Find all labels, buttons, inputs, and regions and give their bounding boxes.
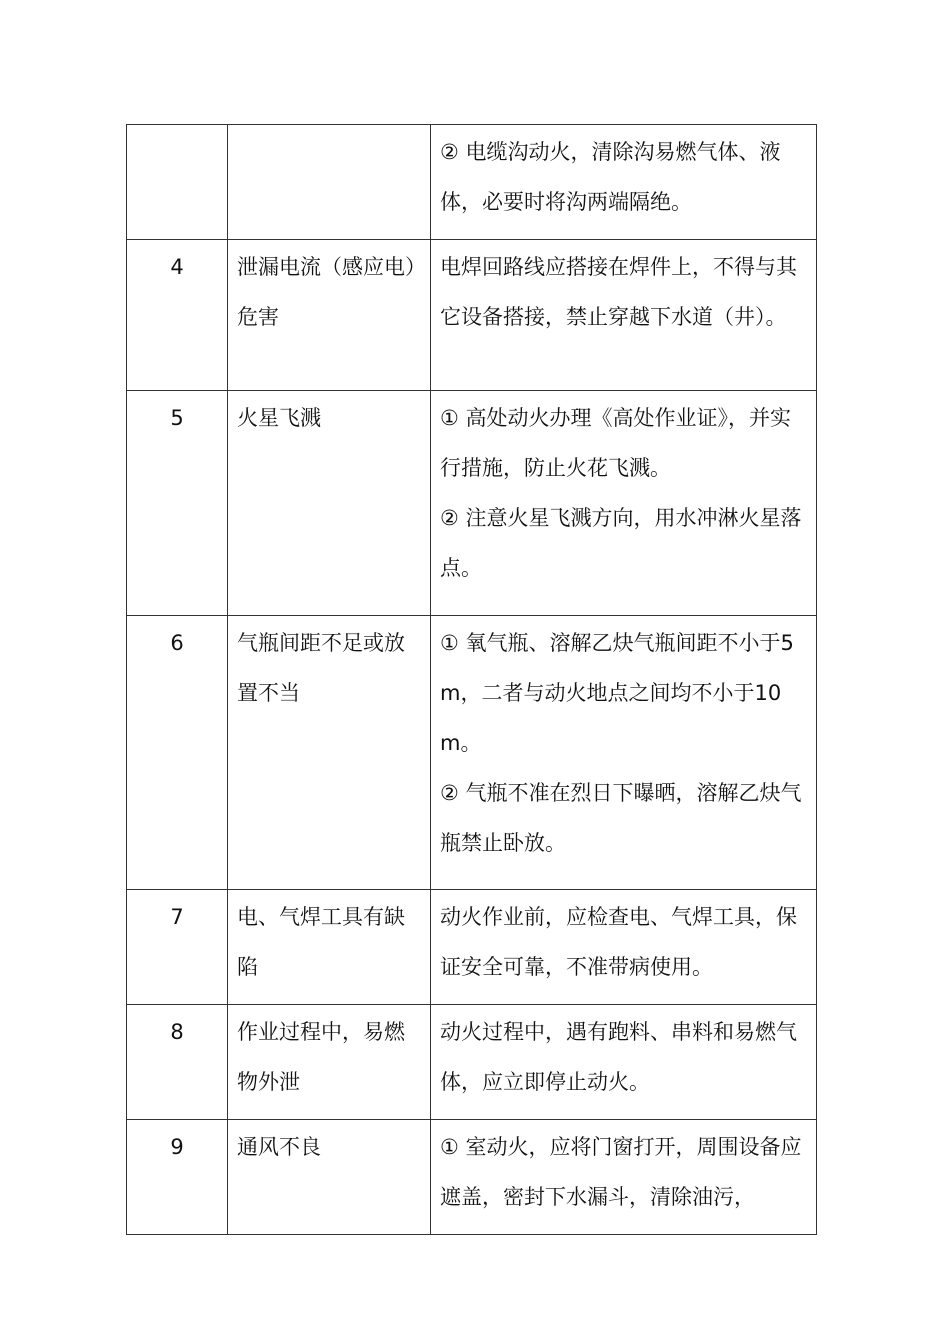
hazard-cell: 作业过程中，易燃物外泄 — [228, 1005, 431, 1120]
measure-text: ② 气瓶不准在烈日下曝晒，溶解乙炔气瓶禁止卧放。 — [440, 781, 802, 855]
table-row — [127, 616, 817, 890]
measures-cell — [431, 1120, 817, 1235]
measures-cell — [431, 890, 817, 1005]
row-number: 9 — [127, 1120, 228, 1235]
table-row — [127, 890, 817, 1005]
hazard-cell: 气瓶间距不足或放置不当 — [228, 616, 431, 890]
table-row — [127, 1120, 817, 1235]
measure-text: ① 氧气瓶、溶解乙炔气瓶间距不小于5m，二者与动火地点之间均不小于10m。 — [440, 631, 794, 755]
measure-text: ① 高处动火办理《高处作业证》，并实行措施，防止火花飞溅。 — [440, 406, 791, 480]
measures-cell — [431, 391, 817, 616]
row-number: 7 — [127, 890, 228, 1005]
measure-text: 电焊回路线应搭接在焊件上，不得与其它设备搭接，禁止穿越下水道（井）。 — [440, 255, 797, 329]
measure-text: ② 注意火星飞溅方向，用水冲淋火星落点。 — [440, 506, 802, 580]
measure-text: 动火作业前，应检查电、气焊工具，保证安全可靠，不准带病使用。 — [440, 905, 797, 979]
measures-cell — [431, 240, 817, 391]
row-number — [127, 125, 228, 240]
hazard-cell: 通风不良 — [228, 1120, 431, 1235]
measures-cell — [431, 1005, 817, 1120]
table-row — [127, 1005, 817, 1120]
row-number: 4 — [127, 240, 228, 391]
hazard-cell: 火星飞溅 — [228, 391, 431, 616]
table-row — [127, 240, 817, 391]
hazard-cell: 泄漏电流（感应电）危害 — [228, 240, 431, 391]
measures-cell — [431, 125, 817, 240]
measure-text: ② 电缆沟动火，清除沟易燃气体、液体，必要时将沟两端隔绝。 — [440, 140, 781, 214]
row-number: 5 — [127, 391, 228, 616]
table-row — [127, 391, 817, 616]
hazard-measures-table — [126, 124, 817, 1235]
measure-text: 动火过程中，遇有跑料、串料和易燃气体，应立即停止动火。 — [440, 1020, 797, 1094]
row-number: 8 — [127, 1005, 228, 1120]
hazard-cell: 电、气焊工具有缺陷 — [228, 890, 431, 1005]
measure-text: ① 室动火，应将门窗打开，周围设备应遮盖，密封下水漏斗，清除油污， — [440, 1135, 802, 1209]
hazard-cell — [228, 125, 431, 240]
measures-cell — [431, 616, 817, 890]
row-number: 6 — [127, 616, 228, 890]
table-row — [127, 125, 817, 240]
